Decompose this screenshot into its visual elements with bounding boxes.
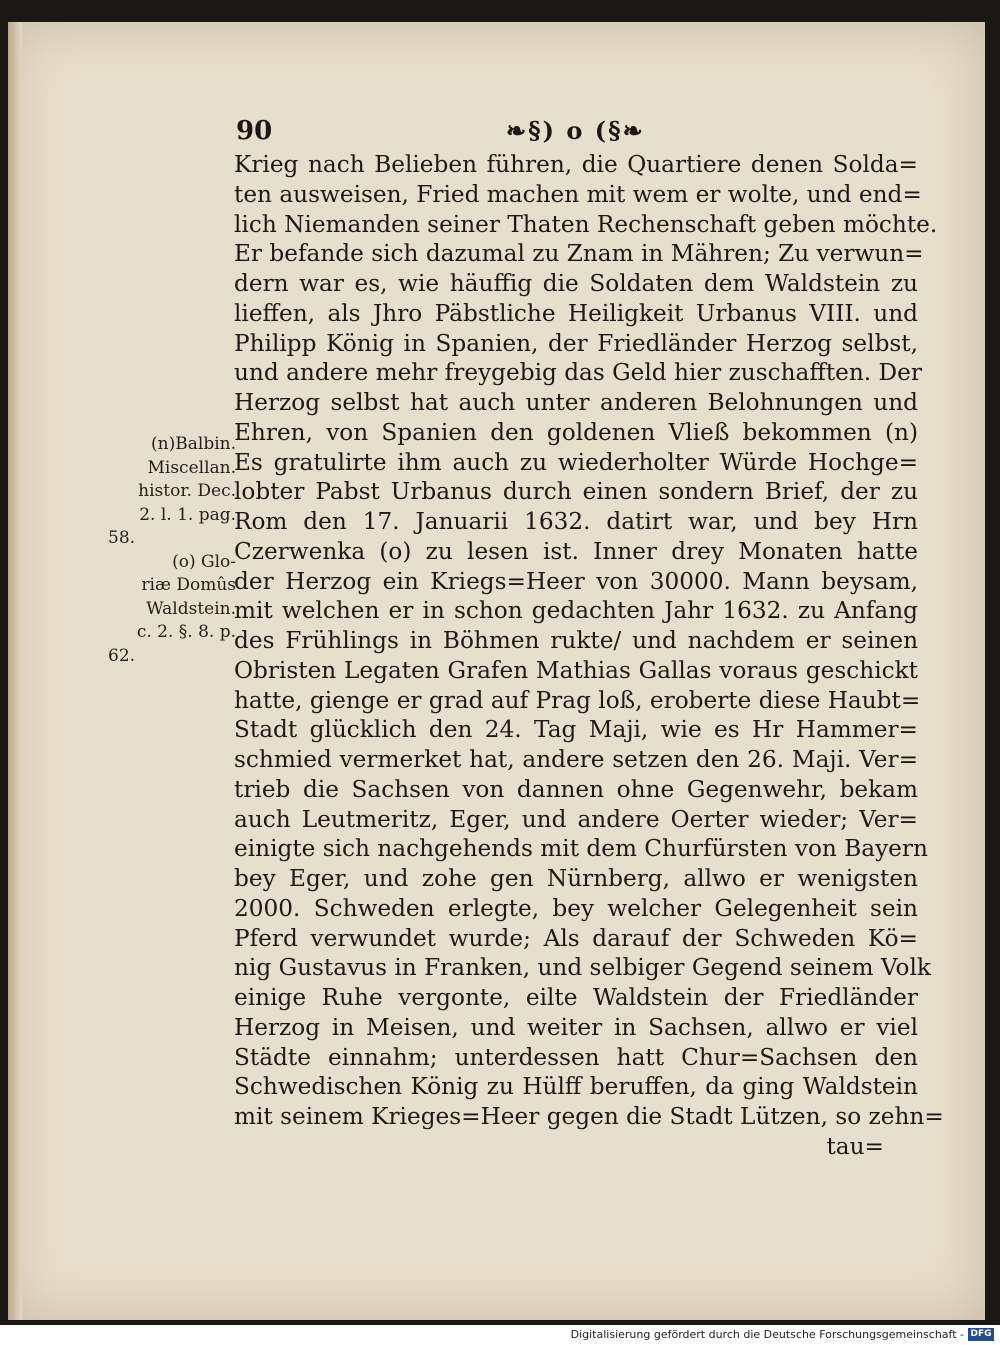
text-line: Obristen Legaten Grafen Mathias Gallas voraus geschickt <box>234 656 918 684</box>
margin-note-line: 62. <box>108 645 136 666</box>
header-ornament: ❧§) o (§❧ <box>506 116 645 145</box>
text-line: lich Niemanden seiner Thaten Rechenschaft geben möchte. <box>234 210 938 238</box>
funding-credit: Digitalisierung gefördert durch die Deutsche Forschungsgemeinschaft - <box>570 1328 964 1341</box>
dfg-logo-icon: DFG <box>968 1328 994 1341</box>
text-line: Stadt glücklich den 24. Tag Maji, wie es Hr Hammer= <box>234 716 918 744</box>
text-line: mit seinem Krieges=Heer gegen die Stadt Lützen, so zehn= <box>234 1103 944 1130</box>
text-line: Czerwenka (o) zu lesen ist. Inner drey Monaten hatte <box>234 537 918 565</box>
text-line: Philipp König in Spanien, der Friedländer Herzog selbst, <box>234 329 918 357</box>
text-line: Pferd verwundet wurde; Als darauf der Schweden Kö= <box>234 924 918 952</box>
text-line: Es gratulirte ihm auch zu wiederholter Würde Hochge= <box>234 448 918 476</box>
main-text-block <box>234 150 944 1162</box>
text-line: des Frühlings in Böhmen rukte/ und nachdem er seinen <box>234 627 918 654</box>
digitization-footer <box>0 1325 1000 1345</box>
catchword: tau= <box>826 1132 884 1160</box>
text-line: hatte, gienge er grad auf Prag loß, eroberte diese Haubt= <box>234 686 921 714</box>
text-line: einige Ruhe vergonte, eilte Waldstein der Friedländer <box>234 984 918 1011</box>
margin-note-line: c. 2. §. 8. p. <box>136 622 236 642</box>
text-line: einigte sich nachgehends mit dem Churfürsten von Bayern <box>234 835 928 863</box>
text-line: Ehren, von Spanien den goldenen Vließ bekommen (n) <box>234 418 918 446</box>
text-line: trieb die Sachsen von dannen ohne Gegenwehr, bekam <box>234 775 918 803</box>
margin-note-line: histor. Dec. <box>138 481 236 501</box>
page-header <box>236 112 896 152</box>
margin-note-line: riæ Domûs <box>141 575 236 595</box>
text-line: der Herzog ein Kriegs=Heer von 30000. Mann beysam, <box>234 567 918 595</box>
text-line: Er befande sich dazumal zu Znam in Mähren; Zu verwun= <box>234 240 924 268</box>
text-line: Herzog selbst hat auch unter anderen Belohnungen und <box>234 389 918 416</box>
text-line: dern war es, wie häuffig die Soldaten dem Waldstein zu <box>234 270 918 297</box>
page-number: 90 <box>236 116 273 146</box>
text-line: Krieg nach Belieben führen, die Quartiere denen Solda= <box>234 151 918 178</box>
margin-note-line: (n)Balbin. <box>151 434 236 454</box>
margin-note-line: 2. l. 1. pag. <box>139 504 236 525</box>
page-binding-edge <box>8 22 22 1320</box>
text-line: Herzog in Meisen, und weiter in Sachsen, allwo er viel <box>234 1013 918 1041</box>
text-line: Schwedischen König zu Hülff beruffen, da ging Waldstein <box>234 1073 918 1101</box>
margin-note-line: Miscellan. <box>147 457 236 478</box>
margin-notes <box>108 433 236 668</box>
text-line: bey Eger, und zohe gen Nürnberg, allwo er wenigsten <box>234 865 918 892</box>
margin-note-line: Waldstein. <box>146 598 236 619</box>
text-line: mit welchen er in schon gedachten Jahr 1632. zu Anfang <box>234 597 918 625</box>
text-line: Städte einnahm; unterdessen hatt Chur=Sachsen den <box>234 1043 918 1071</box>
text-line: 2000. Schweden erlegte, bey welcher Gelegenheit sein <box>234 894 918 922</box>
text-line: Rom den 17. Januarii 1632. datirt war, und bey Hrn <box>234 508 918 535</box>
text-line: nig Gustavus in Franken, und selbiger Gegend seinem Volk <box>234 954 931 982</box>
text-line: und andere mehr freygebig das Geld hier zuschafften. Der <box>234 359 922 387</box>
text-line: lobter Pabst Urbanus durch einen sondern Brief, der zu <box>234 478 918 506</box>
text-line: schmied vermerket hat, andere setzen den 26. Maji. Ver= <box>234 746 918 773</box>
margin-note-line: 58. <box>108 528 136 548</box>
margin-note-line: (o) Glo- <box>172 551 236 572</box>
text-line: ten ausweisen, Fried machen mit wem er wolte, und end= <box>234 180 922 208</box>
text-line: lieffen, als Jhro Päbstliche Heiligkeit Urbanus VIII. und <box>234 299 918 327</box>
text-line: auch Leutmeritz, Eger, und andere Oerter wieder; Ver= <box>234 805 918 833</box>
